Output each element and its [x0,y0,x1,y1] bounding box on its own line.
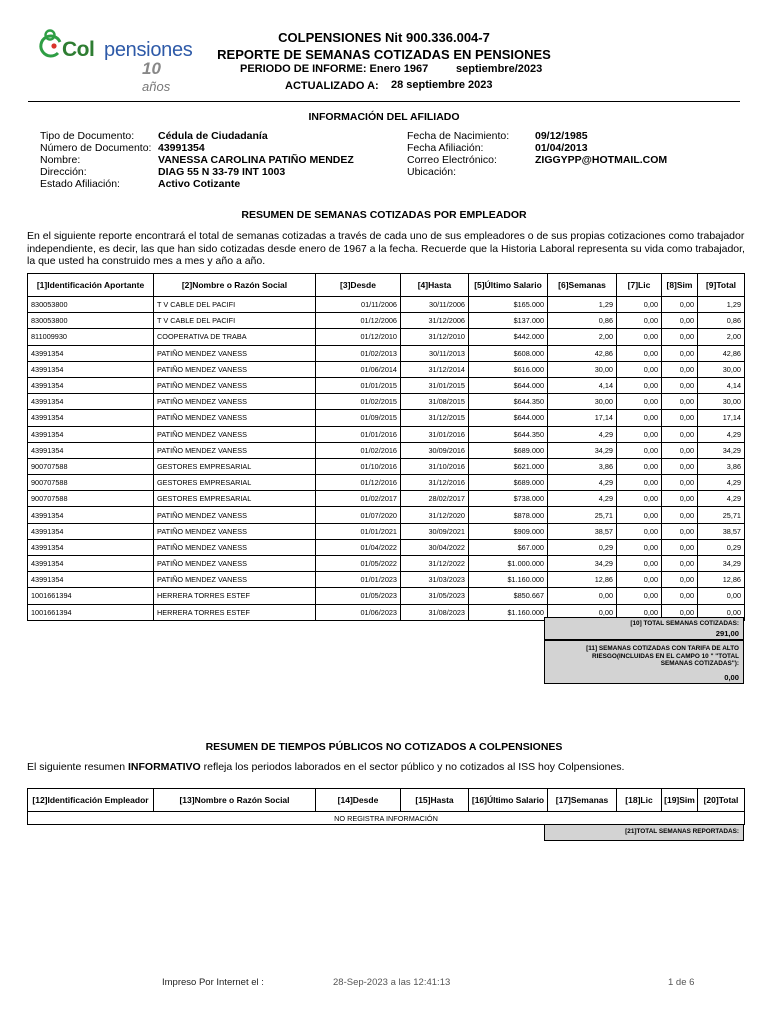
periodo-end: septiembre/2023 [456,63,543,75]
table-cell: 43991354 [28,507,154,523]
table-row [28,329,745,345]
table-cell: 811009930 [28,329,154,345]
table-cell: 01/09/2015 [316,410,401,426]
table-cell: HERRERA TORRES ESTEF [154,588,316,604]
total-reportadas-box [544,824,744,841]
estado-afiliacion-value: Activo Cotizante [158,178,241,190]
table-cell: 0,00 [662,313,698,329]
numero-documento-label: Número de Documento: [40,142,152,154]
table-cell: 43991354 [28,556,154,572]
table-cell: 31/12/2010 [401,329,469,345]
table-cell: $1.160.000 [469,604,548,620]
table-cell: $442.000 [469,329,548,345]
total-semanas-label: [10] TOTAL SEMANAS COTIZADAS: [630,620,739,627]
table-cell: 30/11/2013 [401,345,469,361]
total-semanas-value: 291,00 [715,628,739,638]
semanas-empleador-table [27,273,745,621]
table-cell: $689.000 [469,442,548,458]
table-cell: PATIÑO MENDEZ VANESS [154,442,316,458]
table-cell: GESTORES EMPRESARIAL [154,491,316,507]
table-cell: 0,00 [617,491,662,507]
table-row [28,297,745,313]
fecha-nacimiento-value: 09/12/1985 [535,130,588,142]
ubicacion-label: Ubicación: [407,166,457,178]
table-cell: 2,00 [698,329,745,345]
table-cell: 0,00 [662,297,698,313]
table-row [28,361,745,377]
table-cell: 0,86 [548,313,617,329]
table-cell: 1001661394 [28,588,154,604]
tipo-documento-value: Cédula de Ciudadanía [158,130,268,142]
table-cell: 34,29 [698,442,745,458]
table-cell: 0,00 [698,604,745,620]
table-cell: 900707588 [28,458,154,474]
table-cell: 01/12/2010 [316,329,401,345]
table-cell: 0,00 [617,394,662,410]
table-cell: 0,00 [617,345,662,361]
table-cell: 0,00 [662,329,698,345]
total-reportadas-label: [21]TOTAL SEMANAS REPORTADAS: [625,828,739,835]
table-row [28,491,745,507]
table-cell: $644.350 [469,426,548,442]
table-cell: 4,29 [548,426,617,442]
table-cell: 0,00 [617,458,662,474]
column-header: [9]Total [698,274,745,297]
table-cell: 0,00 [662,377,698,393]
table-cell: $165.000 [469,297,548,313]
column-header: [7]Lic [617,274,662,297]
table-cell: 01/02/2015 [316,394,401,410]
alto-riesgo-value: 0,00 [724,672,739,682]
table-cell: 12,86 [698,572,745,588]
table-cell: PATIÑO MENDEZ VANESS [154,394,316,410]
table-cell: 42,86 [698,345,745,361]
table-cell: 34,29 [698,556,745,572]
table-cell: $608.000 [469,345,548,361]
table-cell: 01/01/2021 [316,523,401,539]
table-cell: $689.000 [469,475,548,491]
table-cell: 28/02/2017 [401,491,469,507]
table-cell: $1.160.000 [469,572,548,588]
table-cell: 30/09/2016 [401,442,469,458]
column-header: [15]Hasta [401,789,469,812]
actualizado-value: 28 septiembre 2023 [391,79,493,91]
page-number: 1 de 6 [668,977,695,988]
table-cell: 38,57 [548,523,617,539]
resumen-empleador-title: RESUMEN DE SEMANAS COTIZADAS POR EMPLEADOR [241,209,527,221]
table-cell: 0,00 [617,361,662,377]
table-cell: 43991354 [28,539,154,555]
table-cell: 0,00 [662,604,698,620]
table-cell: 31/05/2023 [401,588,469,604]
table-cell: 4,29 [548,475,617,491]
table-cell: 43991354 [28,572,154,588]
table-cell: COOPERATIVA DE TRABA [154,329,316,345]
table-cell: 900707588 [28,475,154,491]
tiempos-publicos-table [27,788,745,825]
numero-documento-value: 43991354 [158,142,205,154]
table-row [28,523,745,539]
table-cell: 01/04/2022 [316,539,401,555]
table-cell: 30,00 [698,394,745,410]
table-cell: 01/02/2016 [316,442,401,458]
table-row [28,507,745,523]
logo-anos-text: 10 años [142,59,171,94]
table-cell: PATIÑO MENDEZ VANESS [154,556,316,572]
table-cell: 30,00 [548,394,617,410]
table-cell: PATIÑO MENDEZ VANESS [154,539,316,555]
table-cell: 1001661394 [28,604,154,620]
table-cell: 4,29 [698,426,745,442]
column-header: [17]Semanas [548,789,617,812]
table-cell: PATIÑO MENDEZ VANESS [154,410,316,426]
table-cell: T V CABLE DEL PACIFI [154,313,316,329]
column-header: [8]Sim [662,274,698,297]
table-cell: 25,71 [548,507,617,523]
table-cell: $621.000 [469,458,548,474]
column-header: [14]Desde [316,789,401,812]
fecha-nacimiento-label: Fecha de Nacimiento: [407,130,510,142]
table-cell: PATIÑO MENDEZ VANESS [154,377,316,393]
table-cell: 0,00 [617,572,662,588]
column-header: [4]Hasta [401,274,469,297]
table-cell: 30,00 [698,361,745,377]
table-cell: 43991354 [28,523,154,539]
table-cell: 830053800 [28,313,154,329]
table-cell: 42,86 [548,345,617,361]
table-cell: 43991354 [28,426,154,442]
table-cell: 4,14 [548,377,617,393]
impreso-label: Impreso Por Internet el : [162,977,264,988]
table-cell: HERRERA TORRES ESTEF [154,604,316,620]
table-cell: 31/12/2014 [401,361,469,377]
table-cell: 0,00 [617,442,662,458]
table-cell: 0,00 [662,556,698,572]
table-cell: 43991354 [28,442,154,458]
table-cell: 0,00 [662,539,698,555]
table-cell: 31/01/2015 [401,377,469,393]
column-header: [5]Último Salario [469,274,548,297]
table-cell: 34,29 [548,442,617,458]
table-cell: 0,00 [617,410,662,426]
table-cell: 01/02/2013 [316,345,401,361]
periodo-label: PERIODO DE INFORME: Enero 1967 [240,63,429,75]
table-cell: GESTORES EMPRESARIAL [154,458,316,474]
header-divider [28,101,740,102]
table-cell: 01/07/2020 [316,507,401,523]
column-header: [13]Nombre o Razón Social [154,789,316,812]
table-cell: 17,14 [548,410,617,426]
table-cell: 01/11/2006 [316,297,401,313]
table-cell: 0,00 [617,507,662,523]
table-cell: $616.000 [469,361,548,377]
table-cell: 0,00 [617,604,662,620]
table-cell: 1,29 [698,297,745,313]
table-cell: $67.000 [469,539,548,555]
table-row [28,313,745,329]
table-cell: 43991354 [28,345,154,361]
table-row [28,345,745,361]
alto-riesgo-label-line3: SEMANAS COTIZADAS"): [660,660,739,667]
table-cell: 31/08/2015 [401,394,469,410]
table-cell: 0,00 [662,361,698,377]
table-row [28,426,745,442]
table-cell: 0,29 [698,539,745,555]
table-cell: 01/06/2023 [316,604,401,620]
estado-afiliacion-label: Estado Afiliación: [40,178,120,190]
table-row [28,539,745,555]
table-cell: 0,00 [617,539,662,555]
table-cell: 25,71 [698,507,745,523]
column-header: [16]Último Salario [469,789,548,812]
table-cell: PATIÑO MENDEZ VANESS [154,345,316,361]
table-cell: 4,29 [698,491,745,507]
table-cell: 31/12/2022 [401,556,469,572]
table-cell: 30,00 [548,361,617,377]
table-cell: 01/01/2016 [316,426,401,442]
table-cell: 900707588 [28,491,154,507]
table-cell: 0,00 [662,507,698,523]
correo-value: ZIGGYPP@HOTMAIL.COM [535,154,668,166]
total-semanas-box [544,617,744,640]
table-cell: 01/01/2015 [316,377,401,393]
table-cell: 31/12/2020 [401,507,469,523]
table-cell: PATIÑO MENDEZ VANESS [154,426,316,442]
table-cell: 01/01/2023 [316,572,401,588]
table-cell: 43991354 [28,410,154,426]
table-cell: 01/12/2006 [316,313,401,329]
table-cell: 3,86 [548,458,617,474]
logo-pensiones-text: pensiones [104,39,193,61]
table-row [28,475,745,491]
fecha-afiliacion-value: 01/04/2013 [535,142,588,154]
table-cell: GESTORES EMPRESARIAL [154,475,316,491]
table-cell: $909.000 [469,523,548,539]
table-cell: $644.000 [469,410,548,426]
table-cell: 0,00 [662,491,698,507]
table-row [28,377,745,393]
table-cell: 0,00 [548,588,617,604]
column-header: [2]Nombre o Razón Social [154,274,316,297]
table-cell: 0,00 [548,604,617,620]
table-cell: 1,29 [548,297,617,313]
column-header: [19]Sim [662,789,698,812]
table-cell: 34,29 [548,556,617,572]
table-cell: 01/05/2022 [316,556,401,572]
direccion-value: DIAG 55 N 33-79 INT 1003 [158,166,286,178]
table-cell: 3,86 [698,458,745,474]
table-cell: $137.000 [469,313,548,329]
table-cell: 0,00 [662,588,698,604]
table-cell: PATIÑO MENDEZ VANESS [154,523,316,539]
table-cell: 4,29 [548,491,617,507]
table-cell: PATIÑO MENDEZ VANESS [154,361,316,377]
table-cell: 31/08/2023 [401,604,469,620]
nombre-value: VANESSA CAROLINA PATIÑO MENDEZ [158,154,354,166]
table-cell: 01/02/2017 [316,491,401,507]
alto-riesgo-label-line1: [11] SEMANAS COTIZADAS CON TARIFA DE ALTO [586,645,739,652]
table-row [28,394,745,410]
table-cell: 0,29 [548,539,617,555]
table-cell: 31/10/2016 [401,458,469,474]
alto-riesgo-box [544,640,744,684]
table-cell: 0,00 [617,313,662,329]
table-cell: PATIÑO MENDEZ VANESS [154,572,316,588]
table-cell: 0,00 [617,426,662,442]
table-cell: 2,00 [548,329,617,345]
table-cell: 31/03/2023 [401,572,469,588]
tiempos-publicos-title: RESUMEN DE TIEMPOS PÚBLICOS NO COTIZADOS A COLPENSIONES [205,741,563,753]
table-cell: 30/04/2022 [401,539,469,555]
table-cell: T V CABLE DEL PACIFI [154,297,316,313]
alto-riesgo-label-line2: RIESGO(INCLUIDAS EN EL CAMPO 10 " "TOTAL [591,652,739,660]
table-cell: 0,00 [617,588,662,604]
table-cell: 0,00 [662,426,698,442]
table-cell: $1.000.000 [469,556,548,572]
table-cell: $878.000 [469,507,548,523]
table-cell: 830053800 [28,297,154,313]
afiliado-section-title: INFORMACIÓN DEL AFILIADO [308,111,460,123]
tiempos-publicos-intro: El siguiente resumen INFORMATIVO refleja los periodos laborados en el sector público y no cotizados al ISS hoy Colpensiones. [27,761,625,773]
table-cell: 30/11/2006 [401,297,469,313]
table-cell: 30/09/2021 [401,523,469,539]
table-cell: 4,14 [698,377,745,393]
report-title-nit: COLPENSIONES Nit 900.336.004-7 [278,30,490,45]
column-header: [3]Desde [316,274,401,297]
table-cell: 43991354 [28,361,154,377]
table-cell: 31/12/2015 [401,410,469,426]
table-cell: 0,00 [662,475,698,491]
table-cell: 12,86 [548,572,617,588]
table-row [28,410,745,426]
table-cell: $850.667 [469,588,548,604]
report-title: REPORTE DE SEMANAS COTIZADAS EN PENSIONES [217,47,551,62]
table-cell: 01/10/2016 [316,458,401,474]
table-cell: 0,00 [617,556,662,572]
direccion-label: Dirección: [40,166,87,178]
impreso-fecha: 28-Sep-2023 a las 12:41:13 [333,977,451,988]
table-cell: $644.000 [469,377,548,393]
no-registra-informacion: NO REGISTRA INFORMACIÓN [28,812,745,825]
table-cell: 0,00 [617,297,662,313]
table-cell: 0,00 [662,345,698,361]
table-cell: 0,00 [617,377,662,393]
column-header: [18]Lic [617,789,662,812]
table-cell: 01/06/2014 [316,361,401,377]
fecha-afiliacion-label: Fecha Afiliación: [407,142,484,154]
column-header: [12]Identificación Empleador [28,789,154,812]
logo-col-text: Col [62,38,95,61]
table-cell: 4,29 [698,475,745,491]
table-cell: 0,00 [662,458,698,474]
table-cell: 0,00 [662,442,698,458]
tipo-documento-label: Tipo de Documento: [40,130,135,142]
table-cell: 31/01/2016 [401,426,469,442]
table-cell: 0,00 [662,523,698,539]
resumen-empleador-intro: En el siguiente reporte encontrará el total de semanas cotizadas a través de cada uno de sus empleadores o de sus propias cotizaciones como trabajador independiente, es decir, las que han sido cotizadas desde enero de 1967 a la fecha. Recuerde que la Historia Laboral representa su vida como trabajador, la que usted ha construido mes a mes y año a año. [27,230,745,267]
table-cell: 01/05/2023 [316,588,401,604]
table-cell: 0,00 [662,410,698,426]
actualizado-label: ACTUALIZADO A: [285,80,379,92]
table-row [28,458,745,474]
table-cell: 0,00 [617,475,662,491]
table-cell: 17,14 [698,410,745,426]
table-row [28,442,745,458]
table-cell: 38,57 [698,523,745,539]
table-cell: 43991354 [28,394,154,410]
table-cell: $738.000 [469,491,548,507]
table-cell: 0,00 [698,588,745,604]
table-cell: 43991354 [28,377,154,393]
table-cell: 0,00 [662,394,698,410]
table-row [28,588,745,604]
column-header: [1]Identificación Aportante [28,274,154,297]
correo-label: Correo Electrónico: [407,154,497,166]
nombre-label: Nombre: [40,154,81,166]
column-header: [6]Semanas [548,274,617,297]
column-header: [20]Total [698,789,745,812]
table-cell: $644.350 [469,394,548,410]
table-cell: 01/12/2016 [316,475,401,491]
table-row [28,556,745,572]
table-cell: PATIÑO MENDEZ VANESS [154,507,316,523]
table-cell: 31/12/2016 [401,475,469,491]
table-row [28,572,745,588]
table-cell: 0,00 [617,523,662,539]
table-cell: 0,86 [698,313,745,329]
table-cell: 0,00 [617,329,662,345]
table-cell: 0,00 [662,572,698,588]
table-cell: 31/12/2006 [401,313,469,329]
